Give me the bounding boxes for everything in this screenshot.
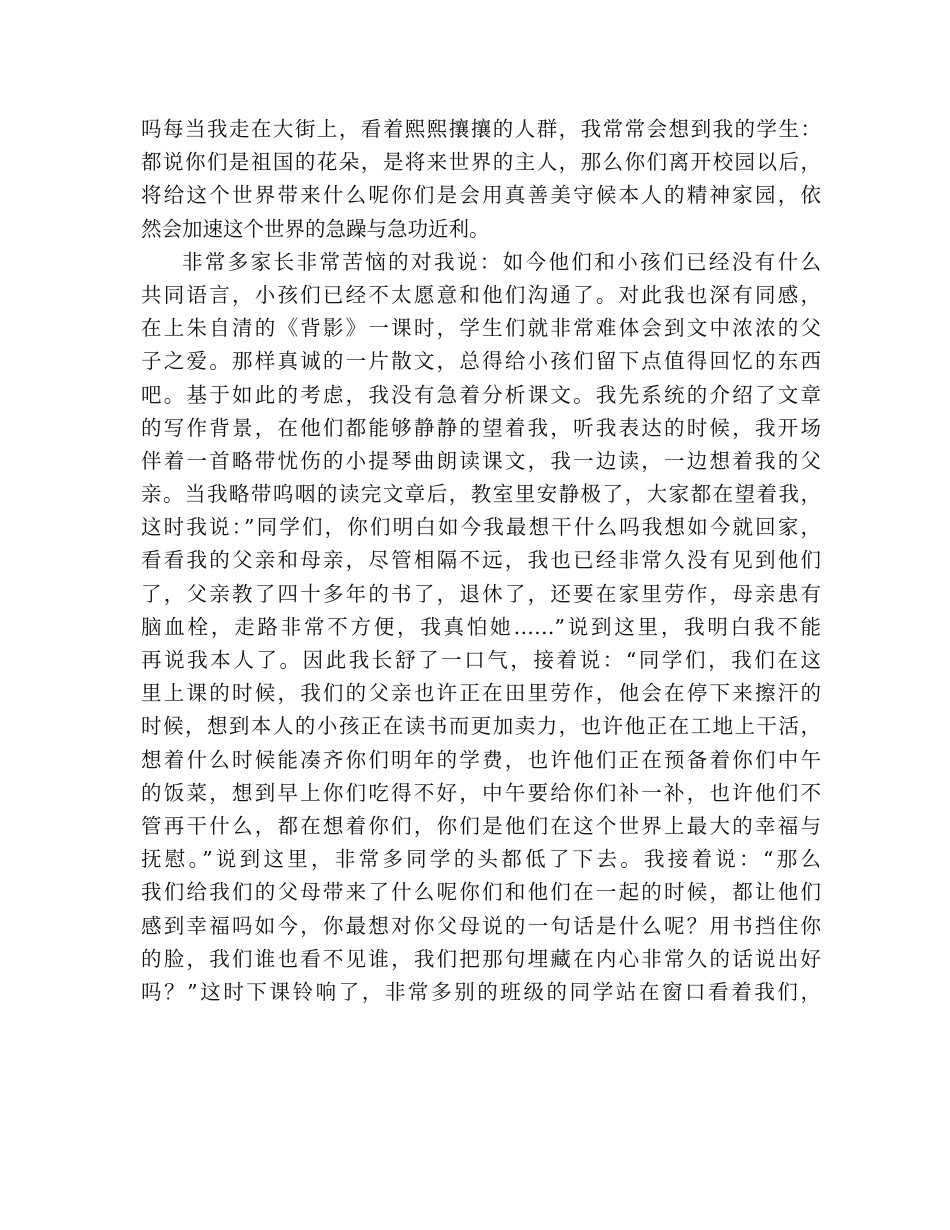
text-line: 然会加速这个世界的急躁与急功近利。 bbox=[141, 216, 490, 241]
text-line: 吧。基于如此的考虑，我没有急着分析课文。我先系统的介绍了文章 bbox=[141, 382, 821, 407]
text-line: 的饭菜，想到早上你们吃得不好，中午要给你们补一补，也许他们不 bbox=[141, 780, 821, 805]
text-line: 非常多家长非常苦恼的对我说：如今他们和小孩们已经没有什么 bbox=[182, 249, 821, 274]
text-line: 吗？”这时下课铃响了，非常多别的班级的同学站在窗口看着我们， bbox=[141, 979, 821, 1004]
text-line: 再说我本人了。因此我长舒了一口气，接着说：“同学们，我们在这 bbox=[141, 648, 821, 672]
text-line: 伴着一首略带忧伤的小提琴曲朗读课文，我一边读，一边想着我的父 bbox=[141, 448, 821, 473]
text-line: 管再干什么，都在想着你们，你们是他们在这个世界上最大的幸福与 bbox=[141, 813, 821, 838]
text-line: 共同语言，小孩们已经不太愿意和他们沟通了。对此我也深有同感， bbox=[141, 282, 821, 307]
text-line: 感到幸福吗如今，你最想对你父母说的一句话是什么呢？用书挡住你 bbox=[141, 913, 821, 938]
text-line: 吗每当我走在大街上，看着熙熙攘攘的人群，我常常会想到我的学生： bbox=[141, 117, 821, 141]
text-line: 抚慰。”说到这里，非常多同学的头都低了下去。我接着说：“那么 bbox=[141, 847, 821, 872]
paragraph-1 bbox=[141, 113, 821, 246]
text-line: 这时我说：”同学们，你们明白如今我最想干什么吗我想如今就回家， bbox=[141, 515, 821, 540]
text-line: 时候，想到本人的小孩正在读书而更加卖力，也许他正在工地上干活， bbox=[141, 714, 821, 739]
text-line: 想着什么时候能凑齐你们明年的学费，也许他们正在预备着你们中午 bbox=[141, 747, 821, 772]
paragraph-2 bbox=[141, 246, 821, 1009]
text-line: 我们给我们的父母带来了什么呢你们和他们在一起的时候，都让他们 bbox=[141, 880, 821, 905]
document-body bbox=[141, 113, 821, 1009]
text-line: 亲。当我略带呜咽的读完文章后，教室里安静极了，大家都在望着我， bbox=[141, 482, 821, 507]
text-line: 看看我的父亲和母亲，尽管相隔不远，我也已经非常久没有见到他们 bbox=[141, 548, 821, 573]
text-line: 了，父亲教了四十多年的书了，退休了，还要在家里劳作，母亲患有 bbox=[141, 581, 821, 606]
text-line: 在上朱自清的《背影》一课时，学生们就非常难体会到文中浓浓的父 bbox=[141, 316, 821, 341]
text-line: 将给这个世界带来什么呢你们是会用真善美守候本人的精神家园，依 bbox=[141, 183, 821, 208]
text-line: 里上课的时候，我们的父亲也许正在田里劳作，他会在停下来擦汗的 bbox=[141, 681, 821, 706]
text-line: 的脸，我们谁也看不见谁，我们把那句埋藏在内心非常久的话说出好 bbox=[141, 946, 821, 971]
text-line: 的写作背景，在他们都能够静静的望着我，听我表达的时候，我开场 bbox=[141, 415, 821, 440]
text-line: 子之爱。那样真诚的一片散文，总得给小孩们留下点值得回忆的东西 bbox=[141, 349, 821, 374]
text-line: 脑血栓，走路非常不方便，我真怕她……”说到这里，我明白我不能 bbox=[141, 614, 821, 639]
text-line: 都说你们是祖国的花朵，是将来世界的主人，那么你们离开校园以后， bbox=[141, 150, 821, 175]
